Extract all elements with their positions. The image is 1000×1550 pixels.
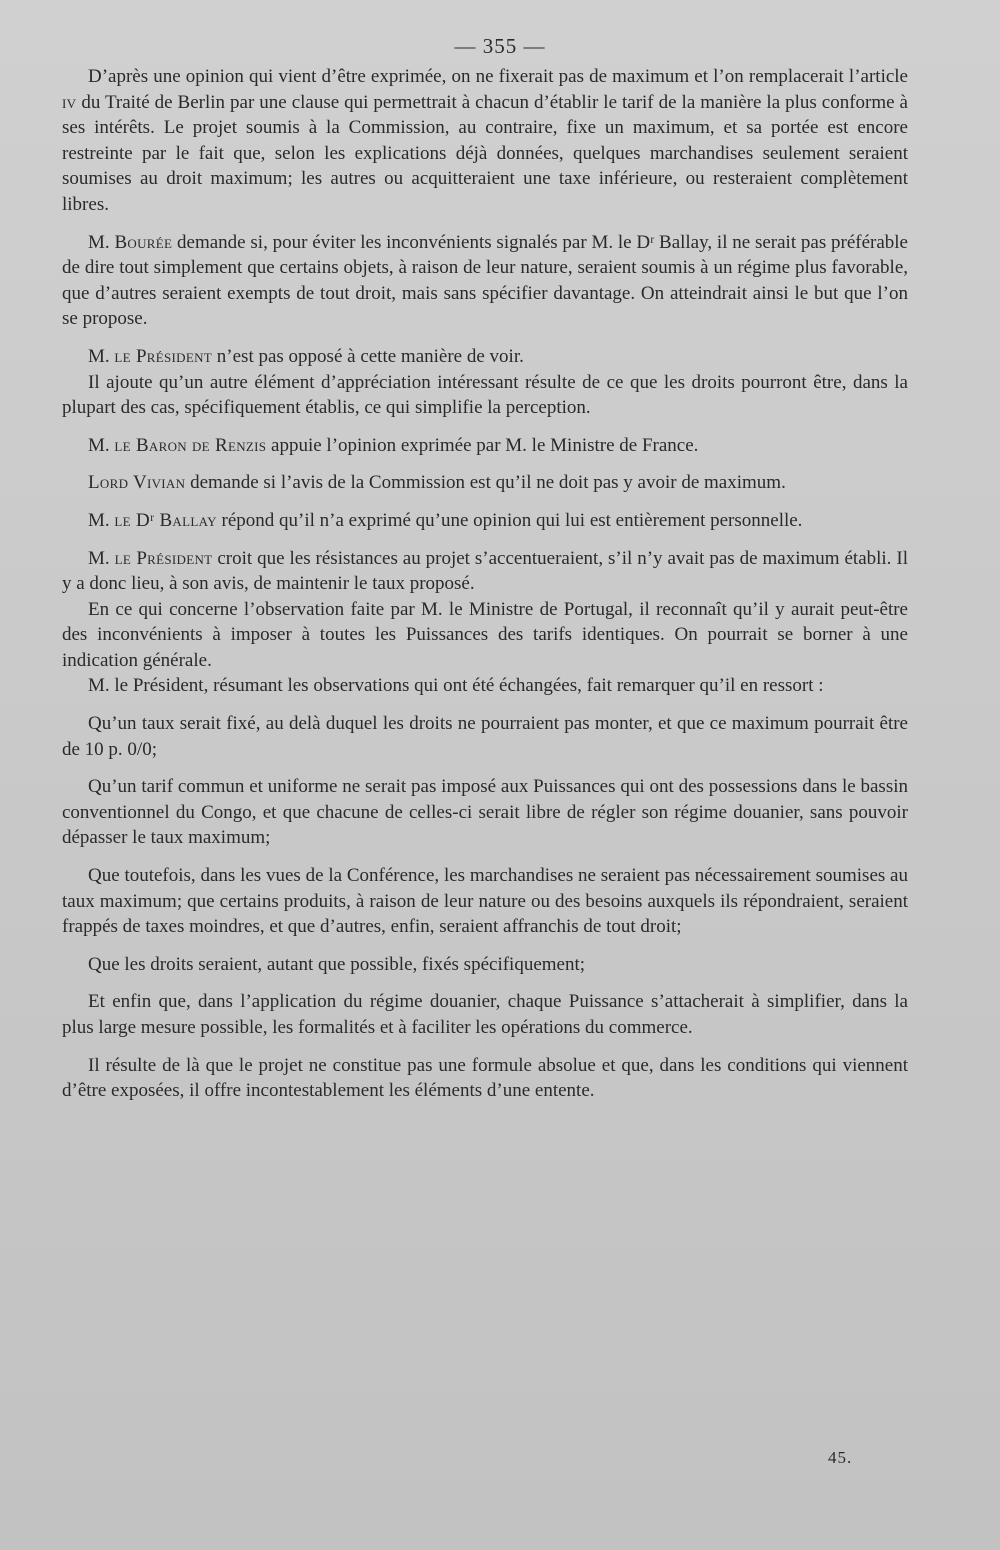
paragraph-p4 xyxy=(62,370,908,421)
paragraph-text: Qu’un taux serait fixé, au delà duquel les droits ne pourraient pas monter, et que ce maximum pourrait être de 10 p. 0/0; xyxy=(62,713,908,760)
paragraph-text: En ce qui concerne l’observation faite par M. le Ministre de Portugal, il reconnaît qu’il y aurait peut-être des inconvénients à imposer à toutes les Puissances des tarifs identiques. On pourrait se borner à une indication générale. xyxy=(62,598,908,671)
paragraph-text: Que les droits seraient, autant que possible, fixés spécifiquement; xyxy=(88,953,586,975)
paragraph-text: D’après une opinion qui vient d’être exprimée, on ne fixerait pas de maximum et l’on remplacerait l’article xyxy=(88,66,908,87)
paragraph-text: demande si l’avis de la Commission est qu’il ne doit pas y avoir de maximum. xyxy=(185,472,786,494)
paragraph-text: M. xyxy=(88,231,115,253)
speaker-name: le Président xyxy=(114,547,213,569)
speaker-name: le Président xyxy=(114,345,213,367)
paragraph-text: demande si, pour éviter les inconvénients signalés par M. le Dʳ Ballay, il ne serait pas préférable de dire tout simplement que certains objets, à raison de leur nature, seraient soumis à un régime plus favorable, que d’autres seraient exempts de tout droit, mais sans spécifier davantage. On atteindrait ainsi le but que l’on se propose. xyxy=(62,231,908,330)
speaker-name: le Baron de Renzis xyxy=(114,434,267,456)
paragraph-text: Que toutefois, dans les vues de la Conférence, les marchandises ne seraient pas nécessairement soumises au taux maximum; que certains produits, à raison de leur nature ou des besoins auxquels ils répondraient, seraient frappés de taxes moindres, et que d’autres, enfin, seraient affranchis de tout droit; xyxy=(62,865,908,938)
paragraph-text: M. xyxy=(88,434,115,456)
paragraph-p15 xyxy=(62,989,908,1040)
paragraph-p14 xyxy=(62,952,908,978)
paragraph-text: n’est pas opposé à cette manière de voir. xyxy=(212,345,524,367)
paragraph-p6 xyxy=(62,470,908,496)
paragraph-text: Qu’un tarif commun et uniforme ne serait pas imposé aux Puissances qui ont des possessions dans le bassin conventionnel du Congo, et que chacune de celles-ci serait libre de régler son régime douanier, sans pouvoir dépasser le taux maximum; xyxy=(62,776,908,849)
paragraph-text: M. xyxy=(88,509,115,531)
paragraph-text: du Traité de Berlin par une clause qui permettrait à chacun d’établir le tarif de la manière la plus conforme à ses intérêts. Le projet soumis à la Commission, au contraire, fixe un maximum, et sa portée est encore restreinte par le fait que, selon les explications déjà données, quelques marchandises seulement seraient soumises au droit maximum; les autres ou acquitteraient une taxe inférieure, ou resteraient complètement libres. xyxy=(62,91,908,215)
paragraph-p7 xyxy=(62,508,908,534)
paragraph-p1 xyxy=(62,64,908,218)
paragraph-text: Et enfin que, dans l’application du régime douanier, chaque Puissance s’attacherait à simplifier, dans la plus large mesure possible, les formalités et à faciliter les opérations du commerce. xyxy=(62,991,908,1038)
paragraph-text: Il ajoute qu’un autre élément d’appréciation intéressant résulte de ce que les droits pourront être, dans la plupart des cas, spécifiquement établis, ce qui simplifie la perception. xyxy=(62,371,908,419)
paragraph-p10 xyxy=(62,673,908,699)
paragraph-p3 xyxy=(62,344,908,370)
speaker-name: Lord Vivian xyxy=(88,472,186,494)
paragraph-text: répond qu’il n’a exprimé qu’une opinion qui lui est entièrement personnelle. xyxy=(216,509,803,531)
paragraph-text: croit que les résistances au projet s’accentueraient, s’il n’y avait pas de maximum établi. Il y a donc lieu, à son avis, de maintenir le taux proposé. xyxy=(62,547,908,595)
paragraph-p12 xyxy=(62,774,908,851)
paragraph-text: M. xyxy=(88,547,115,569)
paragraph-text: M. xyxy=(88,345,115,367)
body-text xyxy=(62,64,908,1104)
paragraph-p2 xyxy=(62,230,908,332)
speaker-name: iv xyxy=(62,91,77,113)
paragraph-p8 xyxy=(62,546,908,597)
paragraph-p13 xyxy=(62,863,908,940)
paragraph-p16 xyxy=(62,1053,908,1104)
paragraph-p9 xyxy=(62,597,908,674)
paragraph-p5 xyxy=(62,433,908,459)
paragraph-text: M. le Président, résumant les observations qui ont été échangées, fait remarquer qu’il en ressort : xyxy=(88,675,824,697)
page-number: — 355 — xyxy=(454,34,546,58)
signature-mark: 45. xyxy=(828,1448,853,1467)
speaker-name: Bourée xyxy=(114,231,173,253)
speaker-name: le Dʳ Ballay xyxy=(114,509,217,531)
paragraph-text: Il résulte de là que le projet ne constitue pas une formule absolue et que, dans les conditions qui viennent d’être exposées, il offre incontestablement les éléments d’une entente. xyxy=(62,1054,908,1102)
paragraph-text: appuie l’opinion exprimée par M. le Ministre de France. xyxy=(266,434,699,456)
paragraph-p11 xyxy=(62,711,908,762)
